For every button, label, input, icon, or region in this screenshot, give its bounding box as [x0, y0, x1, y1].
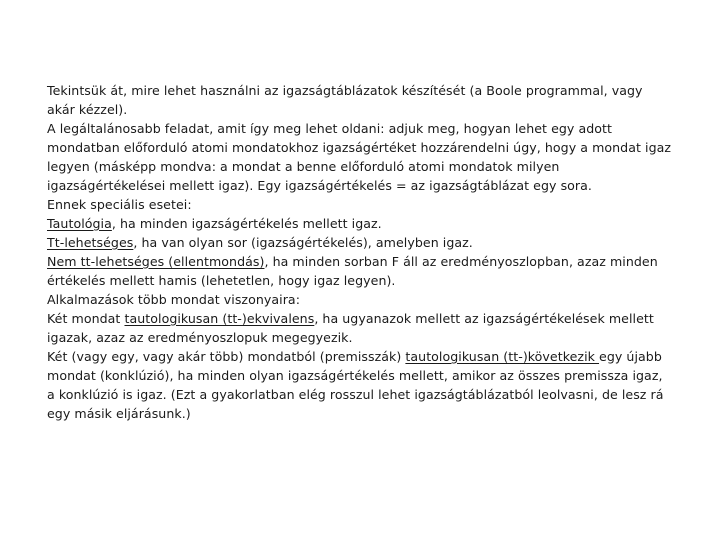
tt-possible-text: , ha van olyan sor (igazságértékelés), amelyben igaz. — [133, 235, 473, 250]
consequence-definition — [47, 347, 672, 423]
contradiction-text: , ha minden sorban F áll az eredményoszlopban, azaz minden értékelés mellett hamis (lehetetlen, hogy igaz legyen). — [47, 254, 658, 288]
consequence-prefix: Két (vagy egy, vagy akár több) mondatból (premisszák) — [47, 349, 406, 364]
equivalence-definition — [47, 309, 672, 347]
tautology-definition — [47, 214, 672, 233]
contradiction-definition — [47, 252, 672, 290]
applications-heading: Alkalmazások több mondat viszonyaira: — [47, 292, 300, 307]
slide-text-body — [47, 81, 672, 423]
tautology-term: Tautológia — [47, 216, 112, 231]
tautology-text: , ha minden igazságértékelés mellett igaz. — [111, 216, 382, 231]
general-task-paragraph: A legáltalánosabb feladat, amit így meg lehet oldani: adjuk meg, hogyan lehet egy adott mondatban előforduló atomi mondatokhoz igazságértéket hozzárendelni úgy, hogy a mondat igaz legyen (másképp mondva: a mondat a benne előforduló atomi mondatok milyen igazságértékelései mellett igaz). Egy igazságértékelés = az igazságtáblázat egy sora. — [47, 121, 672, 193]
special-cases-heading: Ennek speciális esetei: — [47, 197, 192, 212]
consequence-term: tautologikusan (tt-)következik — [405, 349, 600, 364]
tt-possible-term: Tt-lehetséges — [47, 235, 134, 250]
intro-paragraph: Tekintsük át, mire lehet használni az igazságtáblázatok készítését (a Boole programmal, vagy akár kézzel). — [47, 83, 643, 117]
equivalence-prefix: Két mondat — [47, 311, 125, 326]
equivalence-term: tautologikusan (tt-)ekvivalens — [124, 311, 315, 326]
contradiction-term: Nem tt-lehetséges (ellentmondás) — [47, 254, 265, 269]
tt-possible-definition — [47, 233, 672, 252]
equivalence-text: , ha ugyanazok mellett az igazságértékelések mellett igazak, azaz az eredményoszlopuk megegyezik. — [47, 311, 654, 345]
consequence-text: egy újabb mondat (konklúzió), ha minden olyan igazságértékelés mellett, amikor az összes premissza igaz, a konklúzió is igaz. (Ezt a gyakorlatban elég rosszul lehet igazságtáblázatból leolvasni, de lesz rá egy másik eljárásunk.) — [47, 349, 664, 421]
